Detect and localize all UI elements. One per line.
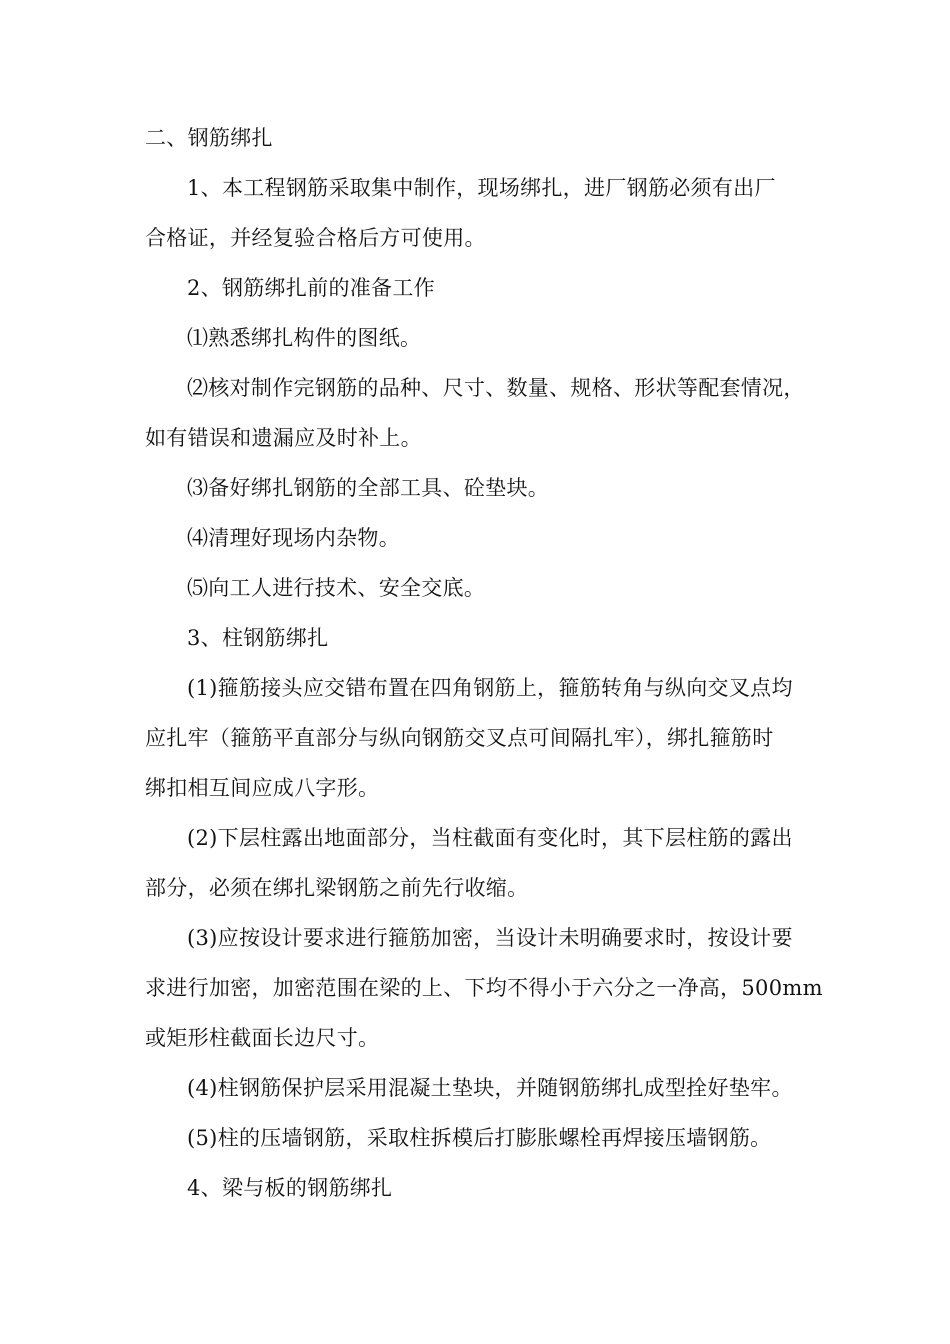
paragraph-line: 合格证，并经复验合格后方可使用。 [145, 226, 486, 250]
list-item: (3)应按设计要求进行箍筋加密，当设计未明确要求时，按设计要 [187, 926, 793, 950]
paragraph-line: 1、本工程钢筋采取集中制作，现场绑扎，进厂钢筋必须有出厂 [187, 176, 776, 200]
subsection-heading: 2、钢筋绑扎前的准备工作 [187, 276, 435, 300]
list-item: ⑶备好绑扎钢筋的全部工具、砼垫块。 [187, 476, 550, 500]
paragraph-line: 应扎牢（箍筋平直部分与纵向钢筋交叉点可间隔扎牢），绑扎箍筋时 [145, 726, 774, 750]
paragraph-line: 绑扣相互间应成八字形。 [145, 776, 380, 800]
paragraph-line: 如有错误和遗漏应及时补上。 [145, 426, 422, 450]
list-item: (2)下层柱露出地面部分，当柱截面有变化时，其下层柱筋的露出 [187, 826, 793, 850]
paragraph-line: 部分，必须在绑扎梁钢筋之前先行收缩。 [145, 876, 529, 900]
list-item: (5)柱的压墙钢筋，采取柱拆模后打膨胀螺栓再焊接压墙钢筋。 [187, 1126, 772, 1150]
subsection-heading: 3、柱钢筋绑扎 [187, 626, 329, 650]
list-item: ⑸向工人进行技术、安全交底。 [187, 576, 486, 600]
paragraph-line: 或矩形柱截面长边尺寸。 [145, 1026, 380, 1050]
section-heading: 二、钢筋绑扎 [145, 126, 273, 150]
paragraph-line: 求进行加密，加密范围在梁的上、下均不得小于六分之一净高，500mm [145, 976, 823, 1000]
list-item: ⑴熟悉绑扎构件的图纸。 [187, 326, 422, 350]
list-item: (4)柱钢筋保护层采用混凝土垫块，并随钢筋绑扎成型拴好垫牢。 [187, 1076, 793, 1100]
list-item: ⑷清理好现场内杂物。 [187, 526, 400, 550]
subsection-heading: 4、梁与板的钢筋绑扎 [187, 1176, 393, 1200]
list-item: (1)箍筋接头应交错布置在四角钢筋上，箍筋转角与纵向交叉点均 [187, 676, 793, 700]
list-item: ⑵核对制作完钢筋的品种、尺寸、数量、规格、形状等配套情况， [187, 376, 805, 400]
